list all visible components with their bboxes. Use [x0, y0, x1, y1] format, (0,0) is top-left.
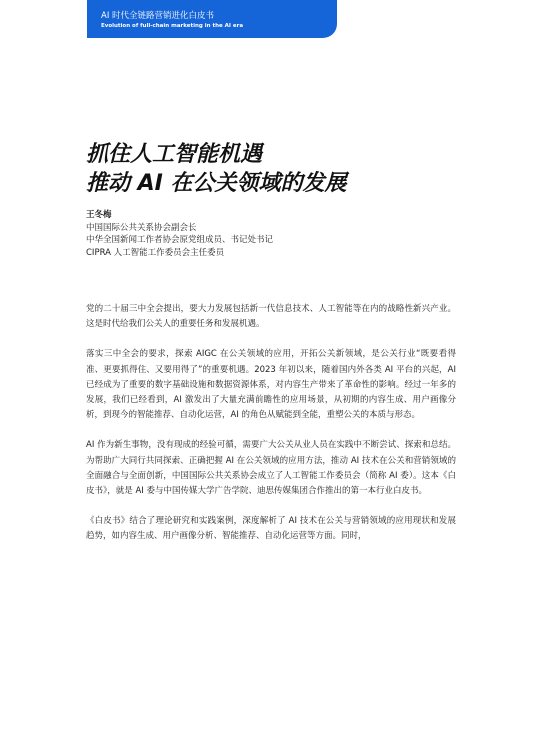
header-banner	[87, 0, 337, 38]
body-paragraph: 党的二十届三中全会提出，要大力发展包括新一代信息技术、人工智能等在内的战略性新兴产业。这是时代给我们公关人的重要任务和发展机遇。	[86, 304, 456, 330]
author-name: 王冬梅	[86, 210, 112, 220]
header-title-cn: AI 时代全链路营销进化白皮书	[101, 11, 215, 21]
body-paragraph: AI 作为新生事物，没有现成的经验可循，需要广大公关从业人员在实践中不断尝试、探索和总结。为帮助广大同行共同探索、正确把握 AI 在公关领域的应用方法，推动 AI 技术在公关和营销领域的全面融合与全面创新，中国国际公共关系协会成立了人工智能工作委员会（简称 AI 委）。这本《白皮书》，就是 AI 委与中国传媒大学广告学院、迪思传媒集团合作推出的第一本行业白皮书。	[86, 440, 456, 497]
body-paragraph: 落实三中全会的要求，探索 AIGC 在公关领域的应用，开拓公关新领域，是公关行业“既要看得准、更要抓得住、又要用得了”的重要机遇。2023 年初以来，随着国内外各类 AI 平台的兴起，AI 已经成为了重要的数字基础设施和数据资源体系，对内容生产带来了革命性的影响。经过一年多的发展，我们已经看到，AI 激发出了大量充满前瞻性的应用场景，从初期的内容生成、用户画像分析，到现今的智能推荐、自动化运营，AI 的角色从赋能到全能，重塑公关的本质与形态。	[86, 349, 456, 421]
author-role: 中华全国新闻工作者协会原党组成员、书记处书记	[86, 235, 274, 245]
article-title	[86, 140, 486, 198]
article-title-line1: 抓住人工智能机遇	[86, 142, 263, 167]
author-block	[86, 209, 466, 259]
author-role: 中国国际公共关系协会副会长	[86, 222, 197, 233]
article-body	[86, 302, 456, 560]
body-paragraph: 《白皮书》结合了理论研究和实践案例，深度解析了 AI 技术在公关与营销领域的应用现状和发展趋势，如内容生成、用户画像分析、智能推荐、自动化运营等方面。同时，	[86, 516, 456, 542]
header-title-en: Evolution of full-chain marketing in the AI era	[101, 23, 244, 29]
author-role: CIPRA 人工智能工作委员会主任委员	[86, 247, 225, 258]
article-title-line2: 推动 AI 在公关领域的发展	[86, 171, 347, 196]
